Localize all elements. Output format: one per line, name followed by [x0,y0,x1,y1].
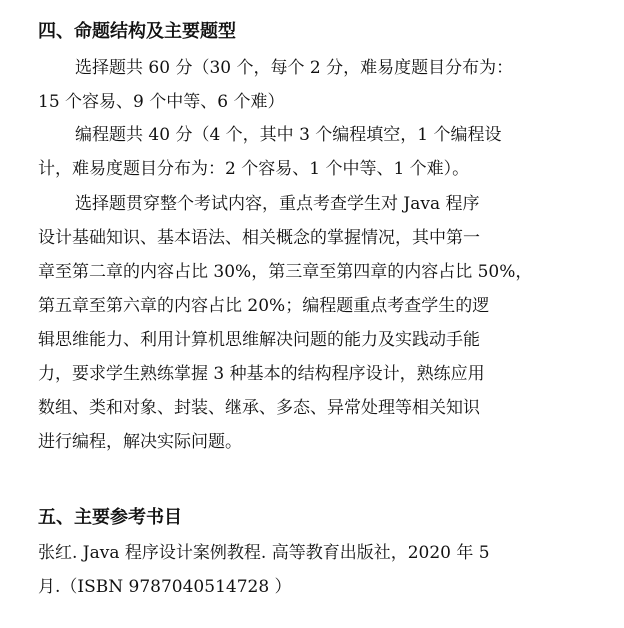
paragraph-line: 第五章至第六章的内容占比 20%；编程题重点考查学生的逻 [38,296,490,316]
paragraph-line: 章至第二章的内容占比 30%，第三章至第四章的内容占比 50%， [38,262,533,282]
paragraph-line: 进行编程，解决实际问题。 [38,432,242,452]
paragraph-line: 力，要求学生熟练掌握 3 种基本的结构程序设计，熟练应用 [38,364,485,384]
paragraph-line: 15 个容易、9 个中等、6 个难） [38,92,285,112]
paragraph-line: 选择题贯穿整个考试内容，重点考查学生对 Java 程序 [75,194,480,214]
paragraph-line: 辑思维能力、利用计算机思维解决问题的能力及实践动手能 [38,330,480,350]
section-heading-references: 五、主要参考书目 [38,507,182,528]
reference-line: 张红. Java 程序设计案例教程. 高等教育出版社，2020 年 5 [38,543,490,563]
paragraph-line: 编程题共 40 分（4 个，其中 3 个编程填空，1 个编程设 [75,125,502,145]
paragraph-line: 设计基础知识、基本语法、相关概念的掌握情况，其中第一 [38,228,480,248]
paragraph-line: 计，难易度题目分布为：2 个容易、1 个中等、1 个难）。 [38,159,470,179]
section-heading-exam-structure: 四、命题结构及主要题型 [38,21,236,42]
reference-line: 月.（ISBN 9787040514728 ） [38,577,292,597]
paragraph-line: 选择题共 60 分（30 个，每个 2 分，难易度题目分布为： [75,58,514,78]
paragraph-line: 数组、类和对象、封装、继承、多态、异常处理等相关知识 [38,398,480,418]
